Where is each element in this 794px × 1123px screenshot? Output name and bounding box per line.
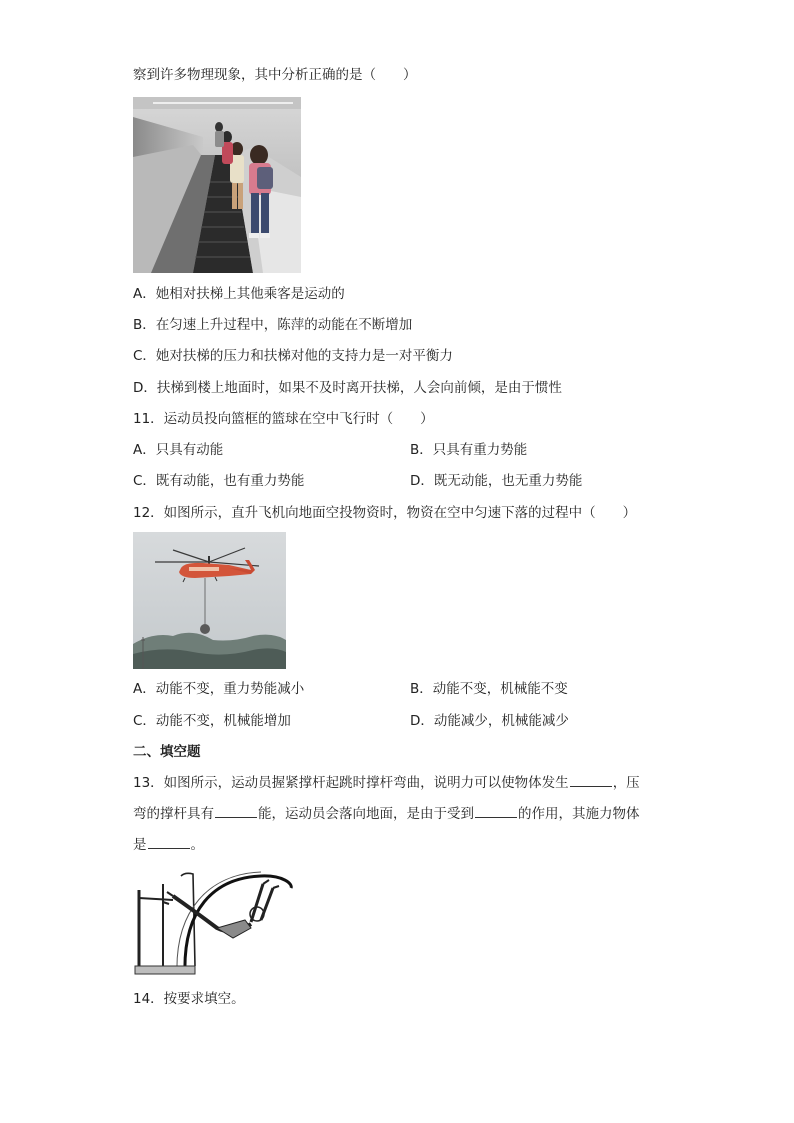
q11-option-c: C．既有动能，也有重力势能 [133,473,305,489]
q12-stem: 12．如图所示，直升飞机向地面空投物资时，物资在空中匀速下落的过程中（ ） [133,505,637,521]
pole-vault-drawing [133,870,298,975]
q12-option-b: B．动能不变，机械能不变 [410,681,568,697]
q10-option-b: B．在匀速上升过程中，陈萍的动能在不断增加 [133,317,413,333]
q13-text-2c: 的作用，其施力物体 [518,806,640,822]
q10-option-d: D．扶梯到楼上地面时，如果不及时离开扶梯，人会向前倾，是由于惯性 [133,380,562,396]
q12-option-d: D．动能减少，机械能减少 [410,713,569,729]
q13-blank-2[interactable] [215,805,257,818]
q10-option-c: C．她对扶梯的压力和扶梯对他的支持力是一对平衡力 [133,348,453,364]
q13-blank-3[interactable] [475,805,517,818]
q12-option-c: C．动能不变，机械能增加 [133,713,291,729]
q11-stem: 11．运动员投向篮框的篮球在空中飞行时（ ） [133,411,434,427]
q13-line-3 [133,836,204,854]
q10-option-a: A．她相对扶梯上其他乘客是运动的 [133,286,345,302]
q13-line-1 [133,774,640,792]
q13-blank-4[interactable] [148,836,190,849]
q10-stem: 察到许多物理现象，其中分析正确的是（ ） [133,67,417,83]
q11-option-d: D．既无动能，也无重力势能 [410,473,583,489]
q13-text-2b: 能，运动员会落向地面，是由于受到 [258,806,474,822]
q13-text-3b: 。 [190,837,204,853]
escalator-photo [133,97,301,273]
q11-option-a: A．只具有动能 [133,442,224,458]
q13-text-3a: 是 [133,837,147,853]
q13-text-2a: 弯的撑杆具有 [133,806,214,822]
q11-option-b: B．只具有重力势能 [410,442,528,458]
q12-option-a: A．动能不变，重力势能减小 [133,681,305,697]
q13-line-2 [133,805,640,823]
q14-stem: 14．按要求填空。 [133,991,245,1007]
q13-text-1b: ，压 [612,775,640,791]
q13-text-1a: 13．如图所示，运动员握紧撑杆起跳时撑杆弯曲，说明力可以使物体发生 [133,775,569,791]
section-heading: 二、填空题 [133,744,201,760]
helicopter-photo [133,532,286,669]
q13-blank-1[interactable] [570,774,612,787]
